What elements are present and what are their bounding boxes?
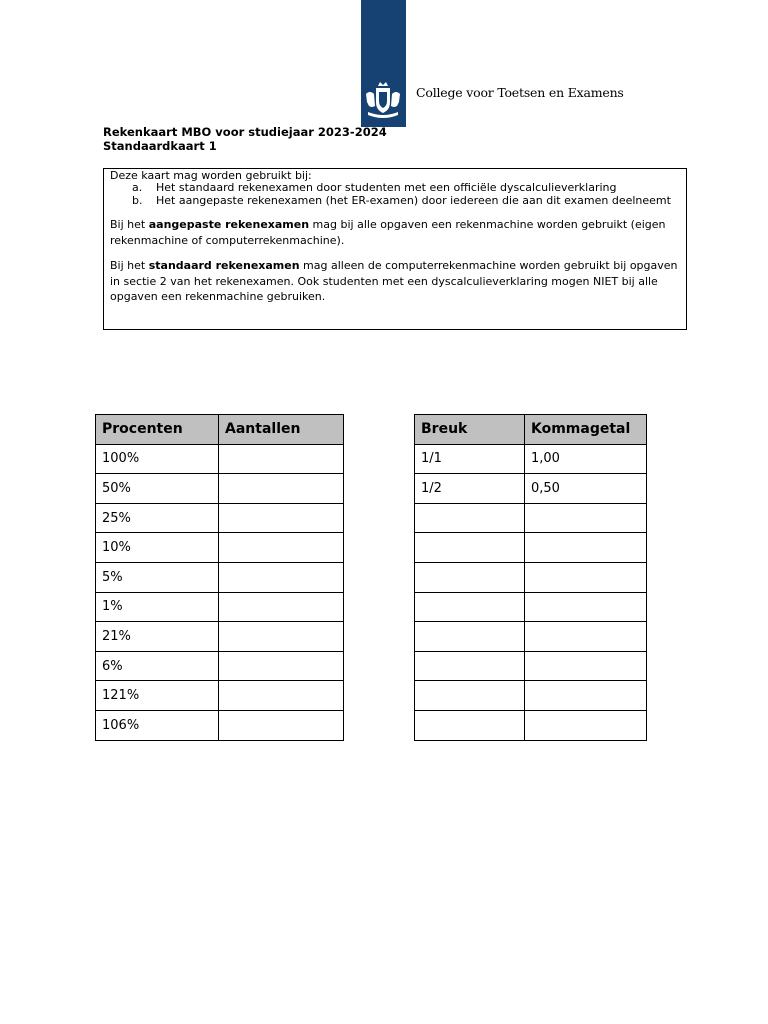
paragraph-emphasis: aangepaste rekenexamen [148, 218, 310, 231]
table-cell [525, 651, 647, 681]
fraction-table-body [415, 444, 647, 740]
table-row [96, 622, 344, 652]
table-cell [525, 592, 647, 622]
table-cell: 0,50 [525, 474, 647, 504]
usage-options [110, 182, 680, 207]
table-cell [525, 533, 647, 563]
table-cell [219, 710, 344, 740]
table-cell: 21% [96, 622, 219, 652]
table-cell: 25% [96, 503, 219, 533]
table-cell [525, 681, 647, 711]
table-row [415, 444, 647, 474]
table-cell [219, 622, 344, 652]
header-decimal: Kommagetal [525, 415, 647, 445]
table-row [96, 444, 344, 474]
option-b [110, 195, 680, 208]
table-row [415, 562, 647, 592]
table-cell [415, 681, 525, 711]
table-row [96, 651, 344, 681]
table-cell [415, 562, 525, 592]
title-line-1: Rekenkaart MBO voor studiejaar 2023-2024 [103, 125, 387, 139]
table-row [415, 474, 647, 504]
organization-name: College voor Toetsen en Examens [416, 85, 624, 100]
table-cell: 50% [96, 474, 219, 504]
option-text: Het aangepaste rekenexamen (het ER-examen) door iedereen die aan dit examen deelneemt [156, 193, 671, 207]
table-cell [525, 710, 647, 740]
table-cell: 10% [96, 533, 219, 563]
info-intro: Deze kaart mag worden gebruikt bij: [110, 169, 312, 182]
table-cell: 5% [96, 562, 219, 592]
table-row [96, 474, 344, 504]
table-cell [415, 651, 525, 681]
header-percentages: Procenten [96, 415, 219, 445]
standard-exam-paragraph [110, 258, 680, 305]
table-cell: 1/2 [415, 474, 525, 504]
paragraph-prefix: Bij het [110, 259, 149, 272]
percent-table [95, 414, 344, 741]
table-cell: 1/1 [415, 444, 525, 474]
table-cell: 1% [96, 592, 219, 622]
table-cell [219, 503, 344, 533]
table-row [96, 592, 344, 622]
table-row [415, 651, 647, 681]
table-row [96, 710, 344, 740]
table-row [415, 681, 647, 711]
table-row [96, 681, 344, 711]
table-cell [219, 592, 344, 622]
table-cell [415, 622, 525, 652]
table-cell [219, 474, 344, 504]
table-cell: 121% [96, 681, 219, 711]
table-row [415, 710, 647, 740]
usage-info-box [103, 168, 687, 330]
table-row [96, 562, 344, 592]
paragraph-prefix: Bij het [110, 218, 149, 231]
table-cell [525, 622, 647, 652]
table-cell [525, 503, 647, 533]
adjusted-exam-paragraph [110, 217, 680, 248]
table-cell [525, 562, 647, 592]
option-marker: b. [132, 193, 143, 207]
table-cell: 6% [96, 651, 219, 681]
table-row [415, 533, 647, 563]
table-row [415, 622, 647, 652]
table-cell: 106% [96, 710, 219, 740]
table-cell [415, 592, 525, 622]
document-title [103, 125, 387, 153]
table-header-row [415, 415, 647, 445]
fraction-table [414, 414, 647, 741]
table-header-row [96, 415, 344, 445]
paragraph-suffix: mag bij alle opgaven een rekenmachine worden gebruikt (eigen rekenmachine of computerrekenmachine). [110, 218, 666, 247]
table-cell: 1,00 [525, 444, 647, 474]
option-marker: a. [132, 181, 143, 194]
table-row [96, 503, 344, 533]
header-fraction: Breuk [415, 415, 525, 445]
header-amounts: Aantallen [219, 415, 344, 445]
table-cell [219, 444, 344, 474]
table-cell [219, 533, 344, 563]
table-cell [415, 533, 525, 563]
table-row [96, 533, 344, 563]
paragraph-suffix: mag alleen de computerrekenmachine worden gebruikt bij opgaven in sectie 2 van het rekenexamen. Ook studenten met een dyscalculieverklaring mogen NIET bij alle opgaven een rekenmachine gebruiken. [110, 259, 678, 303]
table-row [415, 592, 647, 622]
table-row [415, 503, 647, 533]
table-cell [219, 562, 344, 592]
table-cell [219, 681, 344, 711]
option-text: Het standaard rekenexamen door studenten met een officiële dyscalculieverklaring [156, 181, 617, 194]
table-cell [219, 651, 344, 681]
title-line-2: Standaardkaart 1 [103, 139, 217, 153]
table-cell [415, 503, 525, 533]
crest-icon [362, 80, 404, 120]
table-cell [415, 710, 525, 740]
table-cell: 100% [96, 444, 219, 474]
percent-table-body [96, 444, 344, 740]
paragraph-emphasis: standaard rekenexamen [148, 259, 300, 272]
